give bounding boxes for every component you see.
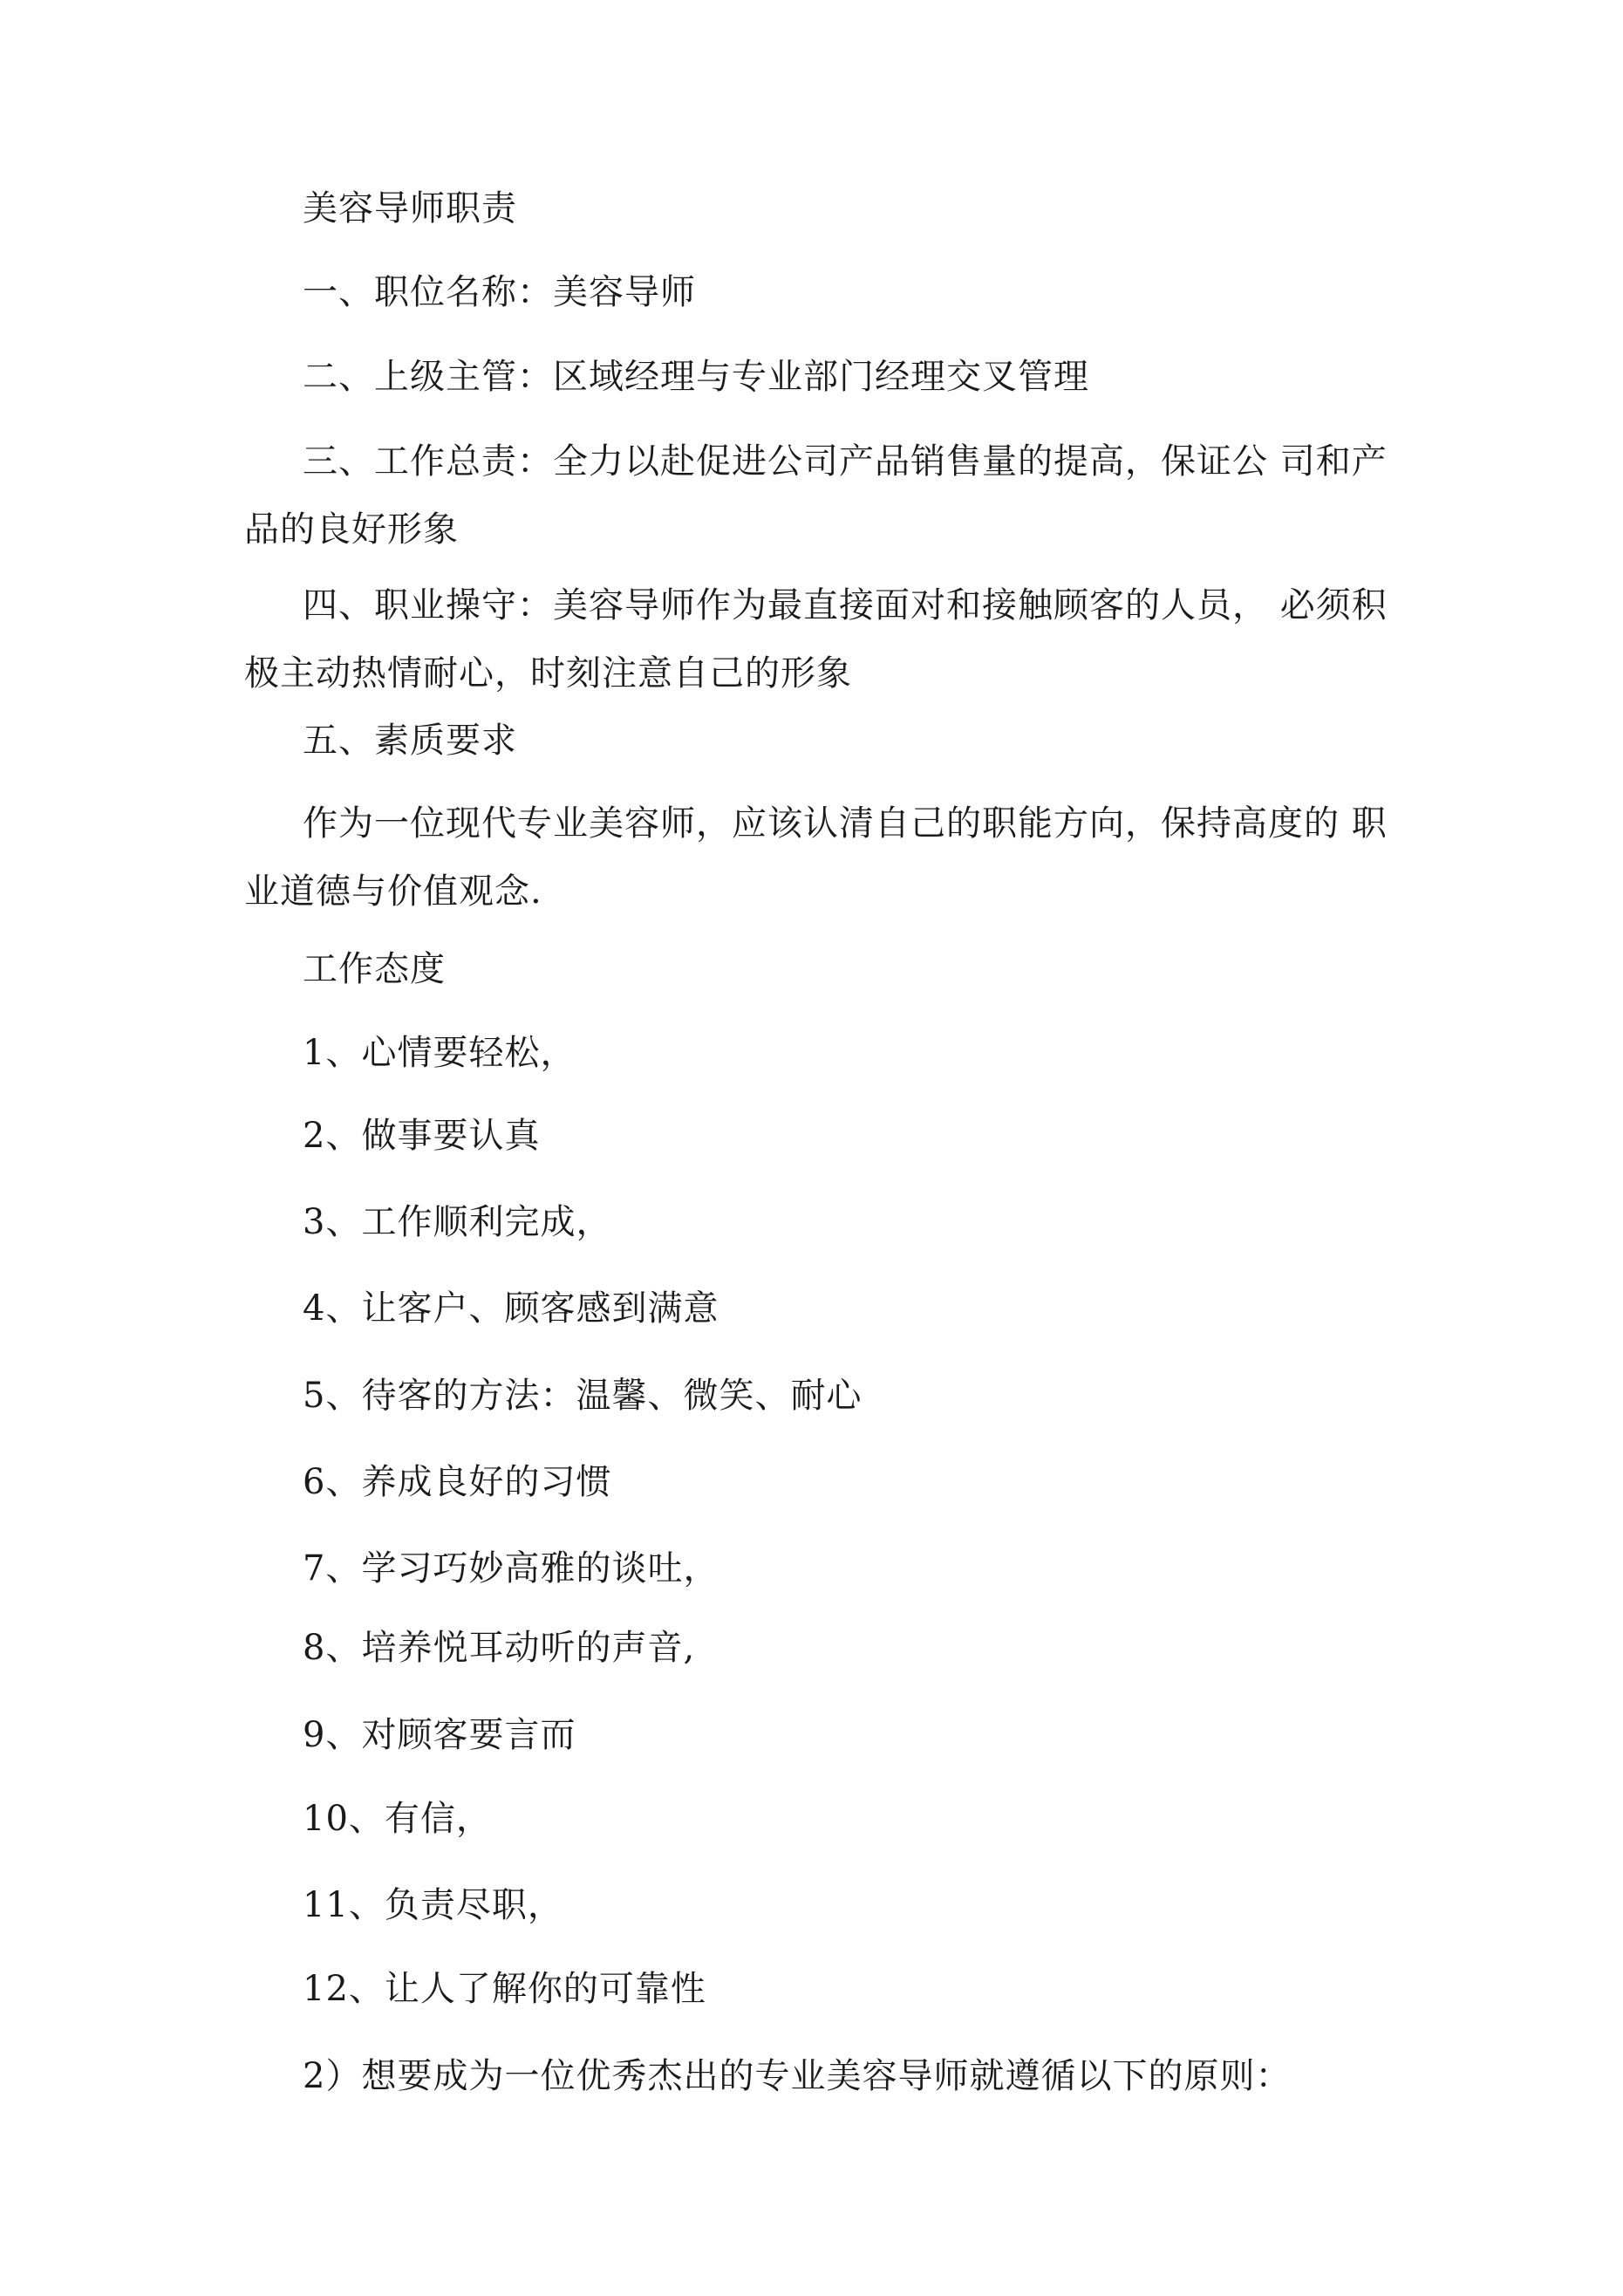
attitude-item-11: 11、负责尽职， [303, 1885, 563, 1925]
document-title: 美容导师职责 [303, 188, 517, 229]
quality-requirements-paragraph: 作为一位现代专业美容师，应该认清自己的职能方向，保持高度的 职业道德与价值观念. [244, 803, 1388, 912]
attitude-item-7: 7、学习巧妙高雅的谈吐， [303, 1548, 719, 1589]
attitude-item-2: 2、做事要认真 [303, 1116, 541, 1156]
section-professional-ethics: 四、职业操守：美容导师作为最直接面对和接触顾客的人员， 必须积极主动热情耐心，时刻注意自己的形象 [244, 585, 1388, 694]
attitude-item-6: 6、养成良好的习惯 [303, 1462, 612, 1502]
section-position-name: 一、职位名称：美容导师 [303, 272, 696, 312]
attitude-item-8: 8、培养悦耳动听的声音, [303, 1628, 696, 1668]
attitude-item-1: 1、心情要轻松， [303, 1033, 576, 1073]
section-overall-duty: 三、工作总责：全力以赴促进公司产品销售量的提高，保证公 司和产品的良好形象 [244, 441, 1388, 550]
attitude-item-12: 12、让人了解你的可靠性 [303, 1969, 706, 2009]
attitude-item-3: 3、工作顺利完成， [303, 1202, 612, 1242]
section-quality-requirements: 五、素质要求 [303, 721, 517, 761]
work-attitude-heading: 工作态度 [303, 949, 446, 989]
section-supervisor: 二、上级主管：区域经理与专业部门经理交叉管理 [303, 357, 1089, 397]
attitude-item-5: 5、待客的方法：温馨、微笑、耐心 [303, 1376, 863, 1416]
principle-heading: 2）想要成为一位优秀杰出的专业美容导师就遵循以下的原则： [303, 2056, 1292, 2096]
attitude-item-9: 9、对顾客要言而 [303, 1715, 576, 1755]
attitude-item-10: 10、有信， [303, 1799, 492, 1839]
attitude-item-4: 4、让客户、顾客感到满意 [303, 1288, 719, 1329]
